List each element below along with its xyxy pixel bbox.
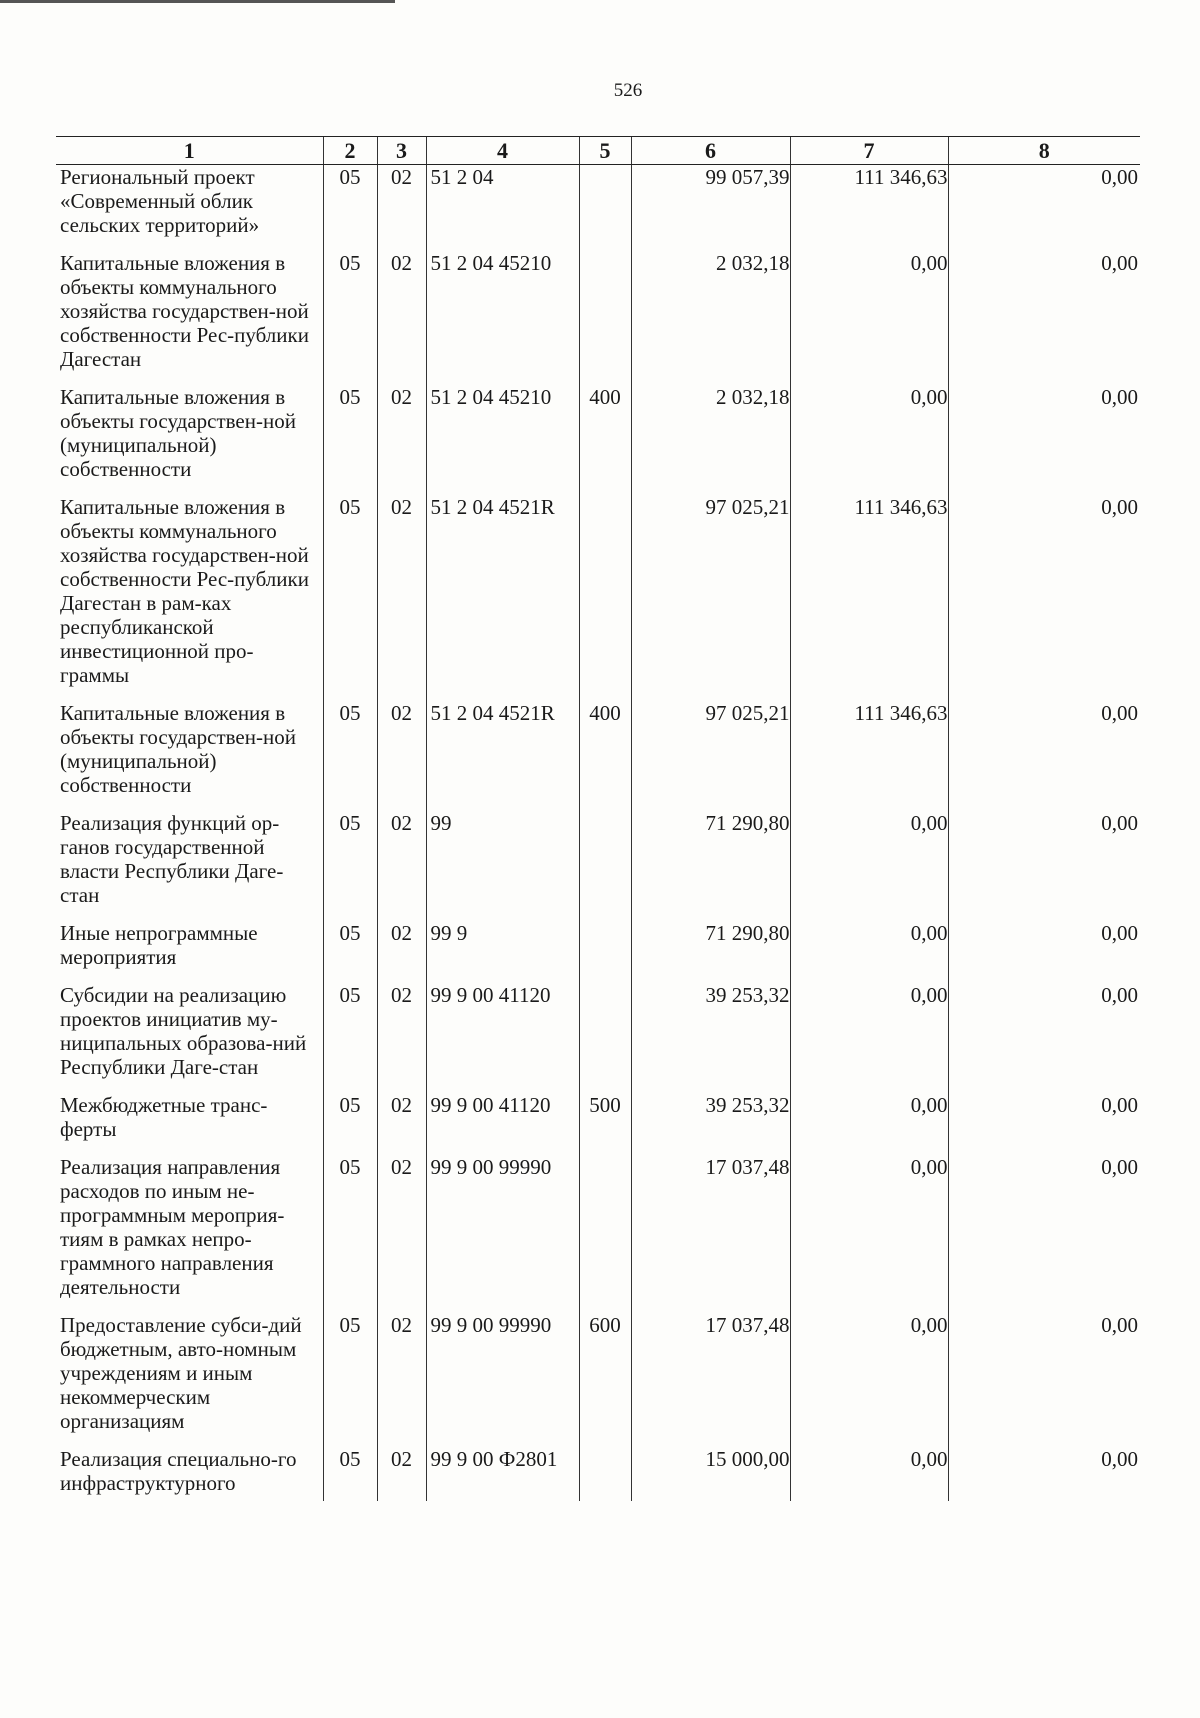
amount-col6-cell: 99 057,39: [631, 165, 790, 252]
amount-col7-cell: 111 346,63: [790, 495, 948, 701]
section-code-cell: 05: [323, 385, 377, 495]
target-article-cell: 51 2 04 4521R: [426, 495, 579, 701]
column-header: 3: [377, 137, 426, 165]
amount-col6-cell: 2 032,18: [631, 385, 790, 495]
amount-col6-cell: 71 290,80: [631, 811, 790, 921]
item-name-cell: Реализация специально-го инфраструктурного: [60, 1447, 297, 1495]
item-name-cell: Иные непрограммные мероприятия: [60, 921, 258, 969]
table-row: [56, 165, 1140, 252]
subsection-code-cell: 02: [377, 385, 426, 495]
amount-col8-cell: 0,00: [948, 1313, 1140, 1447]
amount-col8-cell: 0,00: [948, 251, 1140, 385]
budget-table: [56, 136, 1140, 1501]
table-body: [56, 165, 1140, 1502]
subsection-code-cell: 02: [377, 1093, 426, 1155]
column-header: 1: [56, 137, 323, 165]
expense-type-cell: [579, 251, 631, 385]
expense-type-cell: 400: [579, 701, 631, 811]
subsection-code-cell: 02: [377, 251, 426, 385]
page-number: 526: [613, 80, 643, 101]
section-code-cell: 05: [323, 495, 377, 701]
table-row: [56, 385, 1140, 495]
section-code-cell: 05: [323, 701, 377, 811]
expense-type-cell: 400: [579, 385, 631, 495]
amount-col6-cell: 97 025,21: [631, 701, 790, 811]
section-code-cell: 05: [323, 1313, 377, 1447]
target-article-cell: 99 9 00 41120: [426, 1093, 579, 1155]
section-code-cell: 05: [323, 811, 377, 921]
amount-col6-cell: 17 037,48: [631, 1313, 790, 1447]
amount-col8-cell: 0,00: [948, 701, 1140, 811]
amount-col6-cell: 97 025,21: [631, 495, 790, 701]
table-header-row: [56, 137, 1140, 165]
section-code-cell: 05: [323, 1093, 377, 1155]
item-name-cell: Региональный проект «Современный облик сельских территорий»: [60, 165, 260, 237]
amount-col8-cell: 0,00: [948, 921, 1140, 983]
subsection-code-cell: 02: [377, 1155, 426, 1313]
column-header: 7: [790, 137, 948, 165]
target-article-cell: 99 9 00 99990: [426, 1155, 579, 1313]
amount-col6-cell: 71 290,80: [631, 921, 790, 983]
item-name-cell: Реализация направления расходов по иным не-программным мероприя-тиям в рамках непро-граммного направления деятельности: [60, 1155, 285, 1299]
column-header: 4: [426, 137, 579, 165]
amount-col6-cell: 17 037,48: [631, 1155, 790, 1313]
scan-edge-line: [0, 0, 395, 3]
item-name-cell: Капитальные вложения в объекты государствен-ной (муниципальной) собственности: [60, 385, 296, 481]
amount-col8-cell: 0,00: [948, 1093, 1140, 1155]
section-code-cell: 05: [323, 165, 377, 252]
subsection-code-cell: 02: [377, 701, 426, 811]
table-row: [56, 1447, 1140, 1501]
section-code-cell: 05: [323, 251, 377, 385]
table-row: [56, 811, 1140, 921]
amount-col7-cell: 0,00: [790, 1447, 948, 1501]
subsection-code-cell: 02: [377, 983, 426, 1093]
table-row: [56, 495, 1140, 701]
amount-col7-cell: 0,00: [790, 983, 948, 1093]
amount-col7-cell: 0,00: [790, 1313, 948, 1447]
target-article-cell: 99 9 00 Ф2801: [426, 1447, 579, 1501]
column-header: 6: [631, 137, 790, 165]
column-header: 2: [323, 137, 377, 165]
target-article-cell: 51 2 04 4521R: [426, 701, 579, 811]
item-name-cell: Межбюджетные транс-ферты: [60, 1093, 268, 1141]
subsection-code-cell: 02: [377, 165, 426, 252]
subsection-code-cell: 02: [377, 811, 426, 921]
amount-col7-cell: 0,00: [790, 1155, 948, 1313]
section-code-cell: 05: [323, 1155, 377, 1313]
item-name-cell: Субсидии на реализацию проектов инициатив му-ниципальных образова-ний Республики Даге-стан: [60, 983, 307, 1079]
amount-col8-cell: 0,00: [948, 1155, 1140, 1313]
item-name-cell: Реализация функций ор-ганов государственной власти Республики Даге-стан: [60, 811, 284, 907]
table-row: [56, 1313, 1140, 1447]
item-name-cell: Капитальные вложения в объекты коммунального хозяйства государствен-ной собственности Рес-публики Дагестан в рам-ках республиканской инвестиционной про-граммы: [60, 495, 309, 687]
section-code-cell: 05: [323, 921, 377, 983]
amount-col7-cell: 0,00: [790, 251, 948, 385]
expense-type-cell: [579, 811, 631, 921]
amount-col8-cell: 0,00: [948, 1447, 1140, 1501]
table-row: [56, 251, 1140, 385]
subsection-code-cell: 02: [377, 1447, 426, 1501]
amount-col8-cell: 0,00: [948, 811, 1140, 921]
amount-col7-cell: 0,00: [790, 811, 948, 921]
table-row: [56, 1093, 1140, 1155]
subsection-code-cell: 02: [377, 1313, 426, 1447]
table-row: [56, 983, 1140, 1093]
target-article-cell: 99: [426, 811, 579, 921]
table-row: [56, 921, 1140, 983]
subsection-code-cell: 02: [377, 921, 426, 983]
amount-col8-cell: 0,00: [948, 165, 1140, 252]
expense-type-cell: [579, 1447, 631, 1501]
expense-type-cell: [579, 1155, 631, 1313]
target-article-cell: 99 9 00 41120: [426, 983, 579, 1093]
amount-col8-cell: 0,00: [948, 385, 1140, 495]
expense-type-cell: 500: [579, 1093, 631, 1155]
amount-col8-cell: 0,00: [948, 983, 1140, 1093]
amount-col6-cell: 15 000,00: [631, 1447, 790, 1501]
expense-type-cell: [579, 495, 631, 701]
amount-col7-cell: 111 346,63: [790, 701, 948, 811]
amount-col6-cell: 2 032,18: [631, 251, 790, 385]
table-row: [56, 701, 1140, 811]
expense-type-cell: [579, 921, 631, 983]
amount-col8-cell: 0,00: [948, 495, 1140, 701]
amount-col7-cell: 111 346,63: [790, 165, 948, 252]
target-article-cell: 51 2 04 45210: [426, 385, 579, 495]
section-code-cell: 05: [323, 1447, 377, 1501]
expense-type-cell: 600: [579, 1313, 631, 1447]
expense-type-cell: [579, 983, 631, 1093]
item-name-cell: Капитальные вложения в объекты коммунального хозяйства государствен-ной собственности Рес-публики Дагестан: [60, 251, 309, 371]
item-name-cell: Предоставление субси-дий бюджетным, авто-номным учреждениям и иным некоммерческим организациям: [60, 1313, 302, 1433]
target-article-cell: 99 9: [426, 921, 579, 983]
column-header: 8: [948, 137, 1140, 165]
target-article-cell: 51 2 04 45210: [426, 251, 579, 385]
section-code-cell: 05: [323, 983, 377, 1093]
amount-col6-cell: 39 253,32: [631, 983, 790, 1093]
target-article-cell: 99 9 00 99990: [426, 1313, 579, 1447]
amount-col7-cell: 0,00: [790, 1093, 948, 1155]
column-header: 5: [579, 137, 631, 165]
target-article-cell: 51 2 04: [426, 165, 579, 252]
subsection-code-cell: 02: [377, 495, 426, 701]
table-row: [56, 1155, 1140, 1313]
amount-col7-cell: 0,00: [790, 921, 948, 983]
item-name-cell: Капитальные вложения в объекты государствен-ной (муниципальной) собственности: [60, 701, 296, 797]
amount-col7-cell: 0,00: [790, 385, 948, 495]
expense-type-cell: [579, 165, 631, 252]
amount-col6-cell: 39 253,32: [631, 1093, 790, 1155]
